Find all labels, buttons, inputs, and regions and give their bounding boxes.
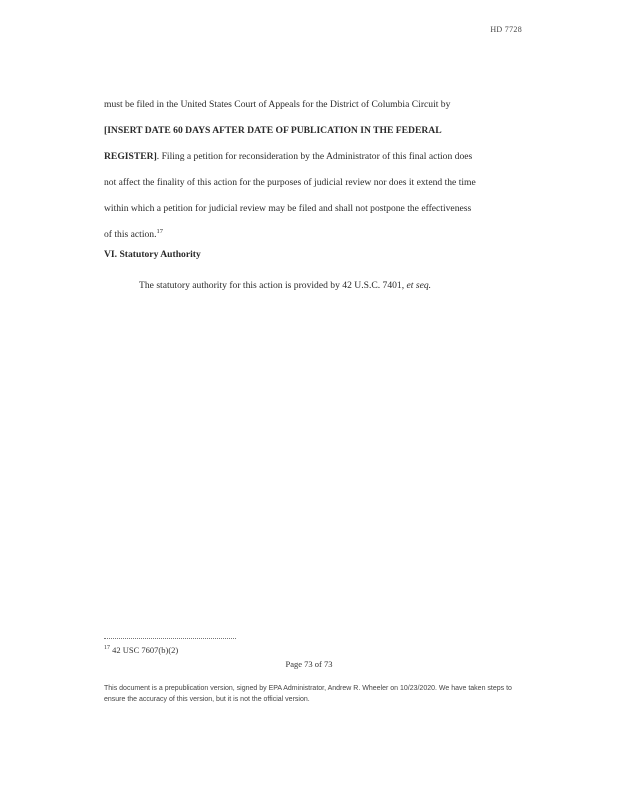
footnote-text: 42 USC 7607(b)(2) xyxy=(110,645,179,655)
paragraph-line-2-bold: [INSERT DATE 60 DAYS AFTER DATE OF PUBLICATION IN THE FEDERAL xyxy=(104,125,442,136)
statutory-authority-italic: et seq. xyxy=(406,280,432,291)
statutory-authority-text xyxy=(139,280,431,291)
paragraph-line-4: not affect the finality of this action for the purposes of judicial review nor does it extend the time xyxy=(104,177,476,188)
footnote-reference[interactable]: 17 xyxy=(156,227,163,235)
paragraph-line-3 xyxy=(104,144,524,170)
paragraph-petition xyxy=(104,92,524,248)
statutory-authority-main: The statutory authority for this action is provided by 42 U.S.C. 7401, xyxy=(139,280,407,291)
paragraph-line-6 xyxy=(104,222,524,248)
page-number: Page 73 of 73 xyxy=(285,659,333,669)
footnote xyxy=(104,645,178,655)
paragraph-line-5: within which a petition for judicial review may be filed and shall not postpone the effectiveness xyxy=(104,203,472,214)
footnote-divider xyxy=(104,638,236,639)
paragraph-line-1: must be filed in the United States Court of Appeals for the District of Columbia Circuit by xyxy=(104,99,451,110)
prepublication-disclaimer: This document is a prepublication version, signed by EPA Administrator, Andrew R. Wheeler on 10/23/2020. We have taken steps to ensure the accuracy of this version, but it is not the official version. xyxy=(104,685,512,703)
paragraph-line-3-rest: . Filing a petition for reconsideration by the Administrator of this final action does xyxy=(156,151,473,162)
section-heading: VI. Statutory Authority xyxy=(104,249,201,260)
footnote-number: 17 xyxy=(104,645,110,652)
paragraph-line-3-bold: REGISTER] xyxy=(104,151,157,162)
paragraph-line-6-text: of this action. xyxy=(104,229,157,240)
document-id: HD 7728 xyxy=(490,25,522,34)
